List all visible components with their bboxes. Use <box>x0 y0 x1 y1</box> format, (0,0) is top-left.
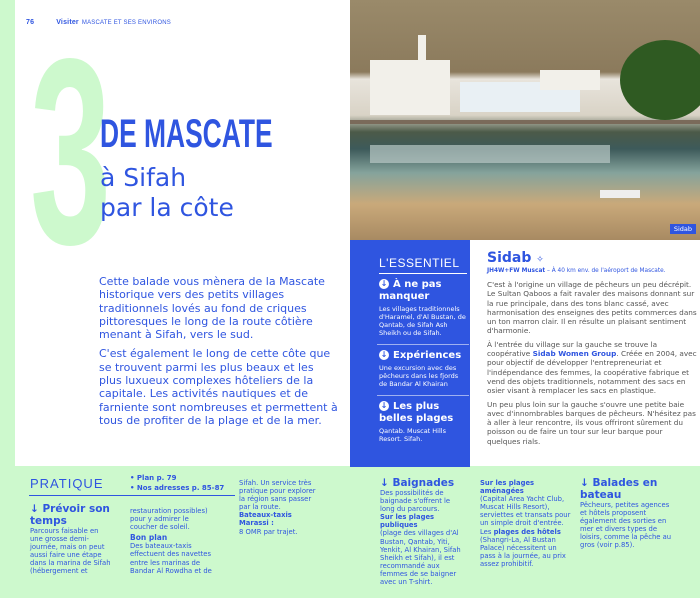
title-line2: à Sifah <box>100 163 187 192</box>
arrow-down-icon: ↓ <box>380 279 388 288</box>
text: À l'entrée du village sur la gauche se trouve la coopérative <box>487 339 658 359</box>
taxis-label: Bateaux-taxis Marassi : <box>239 511 292 528</box>
essentiel-item <box>379 274 467 344</box>
text: Des possibilités de baignade s'offrent le long du parcours. <box>380 489 451 514</box>
item-text: Une excursion avec des pêcheurs dans les fjords de Bandar Al Khairan <box>379 364 459 388</box>
text: Parcours faisable en une grosse demi-journée, mais on peut aussi faire une étape dans la marina de Sifah (hébergement et <box>30 527 111 576</box>
link-text: Plan p. 79 <box>136 474 177 482</box>
item-heading: Les plus belles plages <box>379 401 454 424</box>
divider <box>350 466 470 467</box>
subsection-label: MASCATE ET SES ENVIRONS <box>81 20 171 26</box>
heading: Prévoir son temps <box>30 503 110 527</box>
pratique-title: PRATIQUE <box>30 476 104 491</box>
link-adresses[interactable]: • Nos adresses p. 85-87 <box>130 484 225 492</box>
title-line1 <box>100 114 345 154</box>
link-plan[interactable]: • Plan p. 79 <box>130 474 177 482</box>
baignades-col <box>380 477 466 586</box>
balades-col <box>580 477 672 550</box>
plus-code: JH4W+FW Muscat <box>487 268 546 274</box>
text: restauration possibles) pour y admirer le coucher de soleil. <box>130 507 208 532</box>
essentiel-item <box>379 345 467 395</box>
article-p2 <box>487 340 697 396</box>
essentiel-title: L'ESSENTIEL <box>379 256 467 274</box>
bon-plan-label: Bon plan <box>130 533 168 543</box>
section-label: Visiter <box>56 19 79 26</box>
title-subtitle <box>100 163 234 223</box>
star-icon: ✧ <box>536 255 544 265</box>
item-heading: Expériences <box>393 350 462 361</box>
highlight: Sidab Women Group <box>532 349 617 359</box>
article-p1: C'est à l'origine un village de pêcheurs un peu décrépit. Le Sultan Qaboos a fait ravaler des maisons donnant sur la rue principale, dans des tons blanc cassé, avec harmonisation des enseignes des petits commerces dans un ton marron clair. Il en résulte un plaisant sentiment d'harmonie. <box>487 280 697 336</box>
prevoir-col <box>30 503 112 576</box>
title-line1-text: DE MASCATE <box>100 112 273 156</box>
item-text: Qantab. Muscat Hills Resort. Sifah. <box>379 427 446 443</box>
page-number: 76 <box>26 19 35 26</box>
intro-p2: C'est également le long de cette côte que se trouvent parmi les plus beaux et les plus luxueux complexes hôteliers de la capitale. Les activités nautiques et de farniente sont nombreuses et permettent à tous de profiter de la plage et de la mer. <box>99 347 338 427</box>
item-text: Les villages traditionnels d'Haramel, d'Al Bustan, de Qantab, de Sifah Ash Sheikh ou de Sifah. <box>379 305 466 337</box>
arrow-down-icon: ↓ <box>380 350 388 359</box>
text: (Shangri-La, Al Bustan Palace) nécessitent un pass à la journée, au prix assez prohibitif. <box>480 535 566 568</box>
text: 8 OMR par trajet. <box>239 527 298 536</box>
label: plages des hôtels <box>493 527 561 536</box>
title-line3: par la côte <box>100 193 234 222</box>
links <box>130 473 230 493</box>
divider <box>29 495 235 496</box>
distance: – À 40 km env. de l'aéroport de Mascate. <box>545 268 666 274</box>
article-sidab <box>487 250 697 450</box>
text: Des bateaux-taxis effectuent des navettes entre les marinas de Bandar Al Rowdha et de <box>130 542 212 575</box>
heading: Baignades <box>392 477 455 489</box>
link-text: Nos adresses p. 85-87 <box>136 484 225 492</box>
text: Les <box>480 527 494 536</box>
article-title: Sidab <box>487 250 532 266</box>
baignades-col2 <box>480 479 572 568</box>
intro-p1: Cette balade vous mènera de la Mascate historique vers des petits villages traditionnels lovés au fond de criques pittoresques le long de la route côtière menant à Sifah, vers le sud. <box>99 275 325 342</box>
harbor-photo <box>350 0 700 240</box>
prevoir-col2 <box>130 507 212 575</box>
arrow-down-icon: ↓ <box>30 503 43 515</box>
label: Sur les plages publiques <box>380 513 435 530</box>
text: (Capital Area Yacht Club, Muscat Hills Resort), serviettes et transats pour un simple droit d'entrée. <box>480 495 571 528</box>
text: (plage des villages d'Al Bustan, Qantab, Yiti, Yenkit, Al Khairan, Sifah Sheikh et Sifah), il est recommandé aux femmes de se baigner avec un T-shirt. <box>380 529 461 587</box>
arrow-down-icon: ↓ <box>380 401 388 410</box>
essentiel-box <box>350 240 470 466</box>
text: Pêcheurs, petites agences et hôtels proposent également des sorties en mer et divers types de loisirs, comme la pêche au gros (voir p.85). <box>580 501 672 550</box>
prevoir-col3 <box>239 479 319 536</box>
text: Sifah. Un service très pratique pour explorer la région sans passer par la route. <box>239 479 316 512</box>
item-heading: À ne pas manquer <box>379 279 442 302</box>
arrow-down-icon: ↓ <box>380 477 393 489</box>
heading: Balades en bateau <box>580 477 658 501</box>
text: . Créée en 2004, avec pour objectif de développer l'entrepreneuriat et l'indépendance des femmes, la coopérative fabrique et vend des objets traditionnels, notamment des sacs en osier visant à remplacer les sacs en plastique. <box>487 349 697 396</box>
label: Sur les plages aménagées <box>480 479 535 496</box>
article-p3: Un peu plus loin sur la gauche s'ouvre une petite baie avec d'innombrables barques de pêcheurs. N'hésitez pas à aller à leur rencontre, ils vous offriront sûrement du poisson ou de faire un tour sur leur barque pour quelques rials. <box>487 399 696 446</box>
green-margin <box>0 0 15 598</box>
arrow-down-icon: ↓ <box>580 477 593 489</box>
pratique-panel <box>15 466 700 598</box>
intro-text <box>99 275 339 433</box>
photo-caption: Sidab <box>670 224 696 234</box>
essentiel-item <box>379 396 467 450</box>
